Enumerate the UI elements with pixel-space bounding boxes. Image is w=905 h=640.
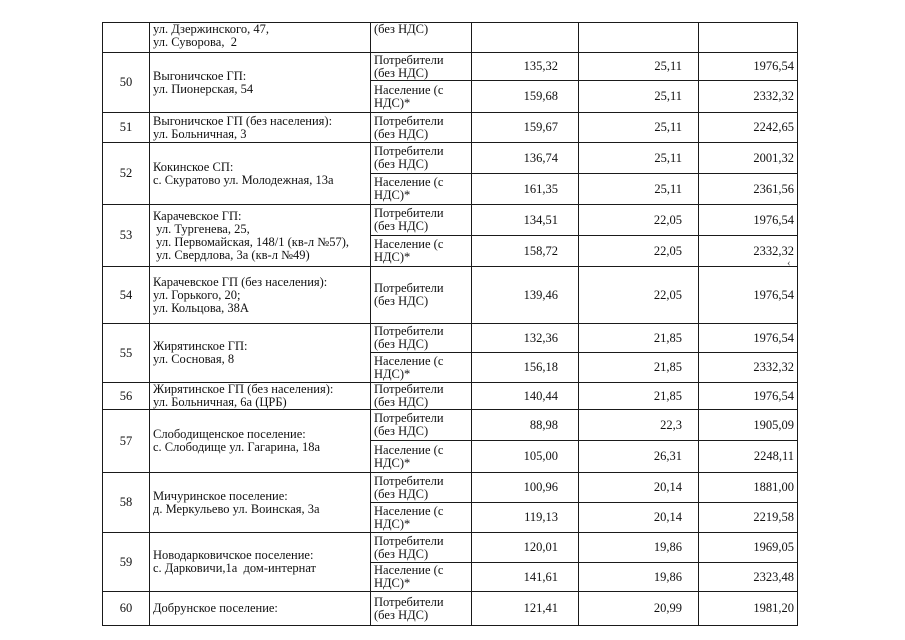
total-value: 1976,54	[699, 53, 798, 81]
total-value: 2001,32	[699, 143, 798, 174]
text-line: ул. Первомайская, 148/1 (кв-л №57),	[153, 234, 349, 249]
table-row	[103, 23, 798, 53]
location-cell	[150, 267, 371, 324]
text-line: Карачевское ГП (без населения):	[153, 274, 328, 289]
text-line: ул. Суворова, 2	[153, 35, 237, 49]
location-cell	[150, 410, 371, 473]
tariff-value: 121,41	[472, 592, 579, 626]
text-line: Население (с	[374, 175, 444, 189]
text-line: Потребители	[374, 113, 444, 128]
category-cell	[371, 174, 472, 205]
total-value: 1976,54	[699, 267, 798, 324]
text-line: НДС)*	[374, 455, 411, 470]
text-line: Жирятинское ГП (без населения):	[153, 382, 334, 396]
tariff-value: 136,74	[472, 143, 579, 174]
text-line: (без НДС)	[374, 486, 429, 501]
text-line: (без НДС)	[374, 607, 429, 622]
table-row	[103, 113, 798, 143]
location-cell	[150, 205, 371, 267]
tariff-value: 159,67	[472, 113, 579, 143]
text-line: ул. Больничная, 6а (ЦРБ)	[153, 395, 287, 409]
capacity-value: 25,11	[579, 81, 699, 113]
capacity-value: 21,85	[579, 353, 699, 383]
category-cell	[371, 473, 472, 503]
category-cell	[371, 324, 472, 353]
tariff-value: 156,18	[472, 353, 579, 383]
capacity-value: 19,86	[579, 563, 699, 592]
text-line: ул. Дзержинского, 47,	[153, 22, 269, 36]
total-value: 2323,48	[699, 563, 798, 592]
text-line: д. Меркульево ул. Воинская, 3а	[153, 501, 320, 516]
text-line: ул. Сосновая, 8	[153, 352, 235, 366]
capacity-value: 20,99	[579, 592, 699, 626]
text-line: Потребители	[374, 206, 444, 220]
text-line: Население (с	[374, 353, 444, 368]
location-cell	[150, 143, 371, 205]
category-cell	[371, 383, 472, 410]
text-line: Выгоничское ГП:	[153, 68, 247, 83]
capacity-value: 25,11	[579, 174, 699, 205]
text-line: (без НДС)	[374, 157, 429, 171]
category-cell	[371, 236, 472, 267]
total-value: 1976,54	[699, 324, 798, 353]
location-cell	[150, 533, 371, 592]
tariff-value: 134,51	[472, 205, 579, 236]
table-row	[103, 410, 798, 441]
capacity-value: 22,3	[579, 410, 699, 441]
capacity-value: 19,86	[579, 533, 699, 563]
capacity-value: 21,85	[579, 324, 699, 353]
total-value: 2332,32	[699, 236, 798, 267]
text-line: Добрунское поселение:	[153, 601, 278, 615]
scan-mark: ‹	[787, 257, 791, 269]
text-line: НДС)*	[374, 95, 411, 110]
category-cell	[371, 353, 472, 383]
tariff-value: 100,96	[472, 473, 579, 503]
row-number: 60	[103, 592, 150, 626]
text-line: Население (с	[374, 237, 444, 251]
capacity-value: 21,85	[579, 383, 699, 410]
text-line: Кокинское СП:	[153, 159, 234, 174]
capacity-value: 22,05	[579, 205, 699, 236]
tariff-value: 88,98	[472, 410, 579, 441]
tariff-table-body	[103, 23, 798, 626]
table-row	[103, 592, 798, 626]
text-line: НДС)*	[374, 250, 411, 264]
text-line: ул. Больничная, 3	[153, 126, 247, 141]
text-line: НДС)*	[374, 188, 411, 202]
text-line: Потребители	[374, 324, 444, 338]
table-row	[103, 324, 798, 353]
capacity-value: 20,14	[579, 503, 699, 533]
tariff-value: 141,61	[472, 563, 579, 592]
category-cell	[371, 503, 472, 533]
category-cell	[371, 143, 472, 174]
table-row	[103, 267, 798, 324]
category-cell	[371, 23, 472, 53]
text-line: ул. Пионерская, 54	[153, 81, 254, 96]
text-line: с. Скуратово ул. Молодежная, 13а	[153, 172, 334, 187]
capacity-value: 22,05	[579, 236, 699, 267]
text-line: Потребители	[374, 382, 444, 396]
category-label: (без НДС)	[374, 22, 429, 36]
row-number: 56	[103, 383, 150, 410]
tariff-value: 159,68	[472, 81, 579, 113]
tariff-table	[102, 22, 798, 626]
total-value: 2248,11	[699, 441, 798, 473]
text-line: (без НДС)	[374, 126, 429, 141]
text-line: (без НДС)	[374, 424, 429, 438]
text-line: с. Дарковичи,1а дом-интернат	[153, 561, 317, 575]
capacity-value: 22,05	[579, 267, 699, 324]
text-line: ул. Горького, 20;	[153, 287, 241, 302]
tariff-value: 158,72	[472, 236, 579, 267]
total-value: 1905,09	[699, 410, 798, 441]
total-value: 1881,00	[699, 473, 798, 503]
location-cell	[150, 113, 371, 143]
capacity-value: 20,14	[579, 473, 699, 503]
total-value: 1976,54	[699, 205, 798, 236]
empty-cell	[699, 23, 798, 53]
text-line: ул. Свердлова, 3а (кв-л №49)	[153, 247, 310, 262]
text-line: Население (с	[374, 563, 444, 577]
location-cell	[150, 592, 371, 626]
table-row	[103, 473, 798, 503]
empty-cell	[579, 23, 699, 53]
text-line: Население (с	[374, 442, 444, 457]
row-number: 55	[103, 324, 150, 383]
text-line: (без НДС)	[374, 395, 429, 409]
text-line: Население (с	[374, 82, 444, 97]
total-value: 1981,20	[699, 592, 798, 626]
tariff-value: 120,01	[472, 533, 579, 563]
total-value: 2242,65	[699, 113, 798, 143]
empty-cell	[472, 23, 579, 53]
total-value: 1976,54	[699, 383, 798, 410]
tariff-value: 140,44	[472, 383, 579, 410]
text-line: Мичуринское поселение:	[153, 488, 288, 503]
location-cell	[150, 383, 371, 410]
total-value: 2332,32	[699, 353, 798, 383]
category-cell	[371, 53, 472, 81]
row-number: 57	[103, 410, 150, 473]
row-number: 51	[103, 113, 150, 143]
text-line: НДС)*	[374, 576, 411, 590]
table-row	[103, 53, 798, 81]
location-cell	[150, 324, 371, 383]
table-row	[103, 383, 798, 410]
row-number-cell	[103, 23, 150, 53]
text-line: Потребители	[374, 144, 444, 158]
category-cell	[371, 563, 472, 592]
text-line: ул. Кольцова, 38А	[153, 300, 249, 315]
text-line: с. Слободище ул. Гагарина, 18а	[153, 440, 321, 454]
text-line: Население (с	[374, 503, 444, 518]
tariff-value: 135,32	[472, 53, 579, 81]
capacity-value: 25,11	[579, 113, 699, 143]
total-value: 2219,58	[699, 503, 798, 533]
text-line: (без НДС)	[374, 546, 429, 561]
table-row	[103, 143, 798, 174]
category-cell	[371, 205, 472, 236]
capacity-value: 25,11	[579, 143, 699, 174]
text-line: Потребители	[374, 411, 444, 425]
row-number: 54	[103, 267, 150, 324]
text-line: Жирятинское ГП:	[153, 339, 248, 353]
row-number: 53	[103, 205, 150, 267]
text-line: (без НДС)	[374, 65, 429, 80]
category-cell	[371, 267, 472, 324]
capacity-value: 26,31	[579, 441, 699, 473]
table-row	[103, 205, 798, 236]
category-cell	[371, 410, 472, 441]
tariff-value: 161,35	[472, 174, 579, 205]
text-line: Потребители	[374, 473, 444, 488]
category-cell	[371, 441, 472, 473]
text-line: НДС)*	[374, 516, 411, 531]
text-line: Выгоничское ГП (без населения):	[153, 113, 333, 128]
tariff-value: 105,00	[472, 441, 579, 473]
location-cell	[150, 23, 371, 53]
row-number: 59	[103, 533, 150, 592]
tariff-value: 139,46	[472, 267, 579, 324]
category-cell	[371, 81, 472, 113]
text-line: (без НДС)	[374, 294, 429, 308]
total-value: 2332,32	[699, 81, 798, 113]
row-number: 58	[103, 473, 150, 533]
tariff-value: 132,36	[472, 324, 579, 353]
category-cell	[371, 113, 472, 143]
location-cell	[150, 53, 371, 113]
text-line: Потребители	[374, 281, 444, 295]
text-line: Карачевское ГП:	[153, 208, 242, 223]
capacity-value: 25,11	[579, 53, 699, 81]
table-row	[103, 533, 798, 563]
row-number: 52	[103, 143, 150, 205]
text-line: НДС)*	[374, 366, 411, 381]
text-line: Потребители	[374, 52, 444, 67]
location-cell	[150, 473, 371, 533]
text-line: Слободищенское поселение:	[153, 427, 306, 441]
text-line: Потребители	[374, 533, 444, 548]
text-line: (без НДС)	[374, 337, 429, 351]
tariff-value: 119,13	[472, 503, 579, 533]
total-value: 2361,56	[699, 174, 798, 205]
total-value: 1969,05	[699, 533, 798, 563]
category-cell	[371, 533, 472, 563]
text-line: Новодарковичское поселение:	[153, 548, 314, 562]
category-cell	[371, 592, 472, 626]
row-number: 50	[103, 53, 150, 113]
text-line: ул. Тургенева, 25,	[153, 221, 250, 236]
text-line: (без НДС)	[374, 219, 429, 233]
text-line: Потребители	[374, 594, 444, 609]
